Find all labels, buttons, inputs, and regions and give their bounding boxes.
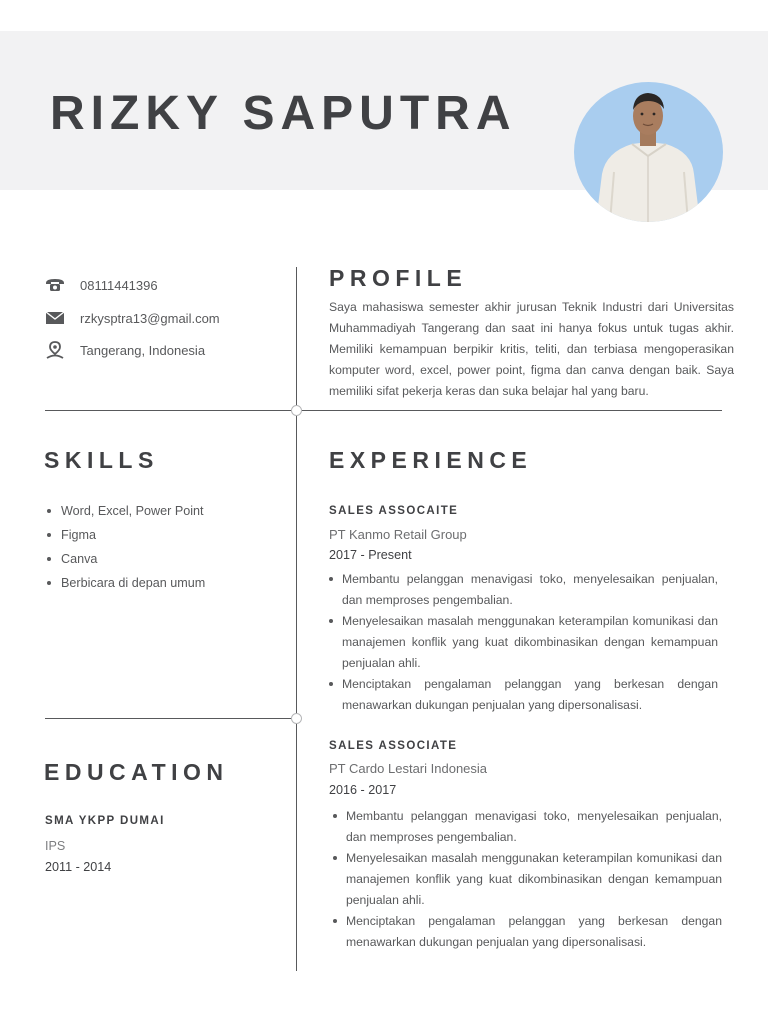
divider-node-bottom [291, 713, 302, 724]
contact-phone [45, 276, 158, 294]
job-company: PT Cardo Lestari Indonesia [329, 761, 488, 776]
skill-item: Word, Excel, Power Point [45, 502, 205, 526]
location-pin-icon [45, 341, 65, 359]
divider-node-top [291, 405, 302, 416]
skills-heading: SKILLS [44, 447, 159, 473]
education-major: IPS [45, 839, 66, 853]
education-dates: 2011 - 2014 [45, 860, 112, 874]
phone-icon [45, 276, 65, 294]
education-school: SMA YKPP DUMAI [45, 815, 165, 827]
job-title: SALES ASSOCAITE [329, 505, 459, 517]
skill-item: Canva [45, 550, 205, 574]
job-bullets [333, 806, 722, 953]
profile-heading: PROFILE [329, 265, 468, 291]
job-bullet: Menciptakan pengalaman pelanggan yang berkesan dengan menawarkan dukungan penjualan yang dipersonalisasi. [333, 911, 722, 953]
location-text: Tangerang, Indonesia [80, 342, 206, 358]
contact-location [45, 341, 205, 359]
job-bullet: Membantu pelanggan menavigasi toko, menyelesaikan penjualan, dan memproses pengembalian. [333, 806, 722, 848]
job-bullet: Menciptakan pengalaman pelanggan yang berkesan dengan menawarkan dukungan penjualan yang dipersonalisasi. [329, 674, 718, 716]
skills-list [45, 502, 205, 598]
experience-heading: EXPERIENCE [329, 447, 533, 473]
divider-bottom [45, 718, 296, 719]
envelope-icon [45, 309, 65, 327]
job-dates: 2016 - 2017 [329, 783, 397, 797]
skill-item: Berbicara di depan umum [45, 574, 205, 598]
job-company: PT Kanmo Retail Group [329, 527, 467, 542]
vertical-divider [296, 267, 297, 971]
divider-top [45, 410, 722, 411]
email-address[interactable]: rzkysptra13@gmail.com [80, 310, 220, 326]
profile-photo [574, 82, 723, 222]
job-bullet: Membantu pelanggan menavigasi toko, menyelesaikan penjualan, dan memproses pengembalian. [329, 569, 718, 611]
job-bullet: Menyelesaikan masalah menggunakan keterampilan komunikasi dan manajemen konflik yang kuat dikombinasikan dengan kemampuan penjualan ahli. [329, 611, 718, 674]
applicant-name: RIZKY SAPUTRA [50, 87, 517, 140]
education-heading: EDUCATION [44, 759, 229, 785]
job-bullet: Menyelesaikan masalah menggunakan keterampilan komunikasi dan manajemen konflik yang kuat dikombinasikan dengan kemampuan penjualan ahli. [333, 848, 722, 911]
job-title: SALES ASSOCIATE [329, 740, 458, 752]
phone-number[interactable]: 08111441396 [80, 277, 158, 293]
skill-item: Figma [45, 526, 205, 550]
job-bullets [329, 569, 718, 716]
profile-text: Saya mahasiswa semester akhir jurusan Teknik Industri dari Universitas Muhammadiyah Tangerang dan saat ini hanya fokus untuk tugas akhir. Memiliki kemampuan berpikir kritis, teliti, dan terbiasa mengoperasikan komputer word, excel, power point, figma dan canva dengan baik. Saya memiliki sifat pekerja keras dan suka belajar hal yang baru. [329, 300, 734, 398]
job-dates: 2017 - Present [329, 548, 412, 562]
contact-email [45, 309, 220, 327]
